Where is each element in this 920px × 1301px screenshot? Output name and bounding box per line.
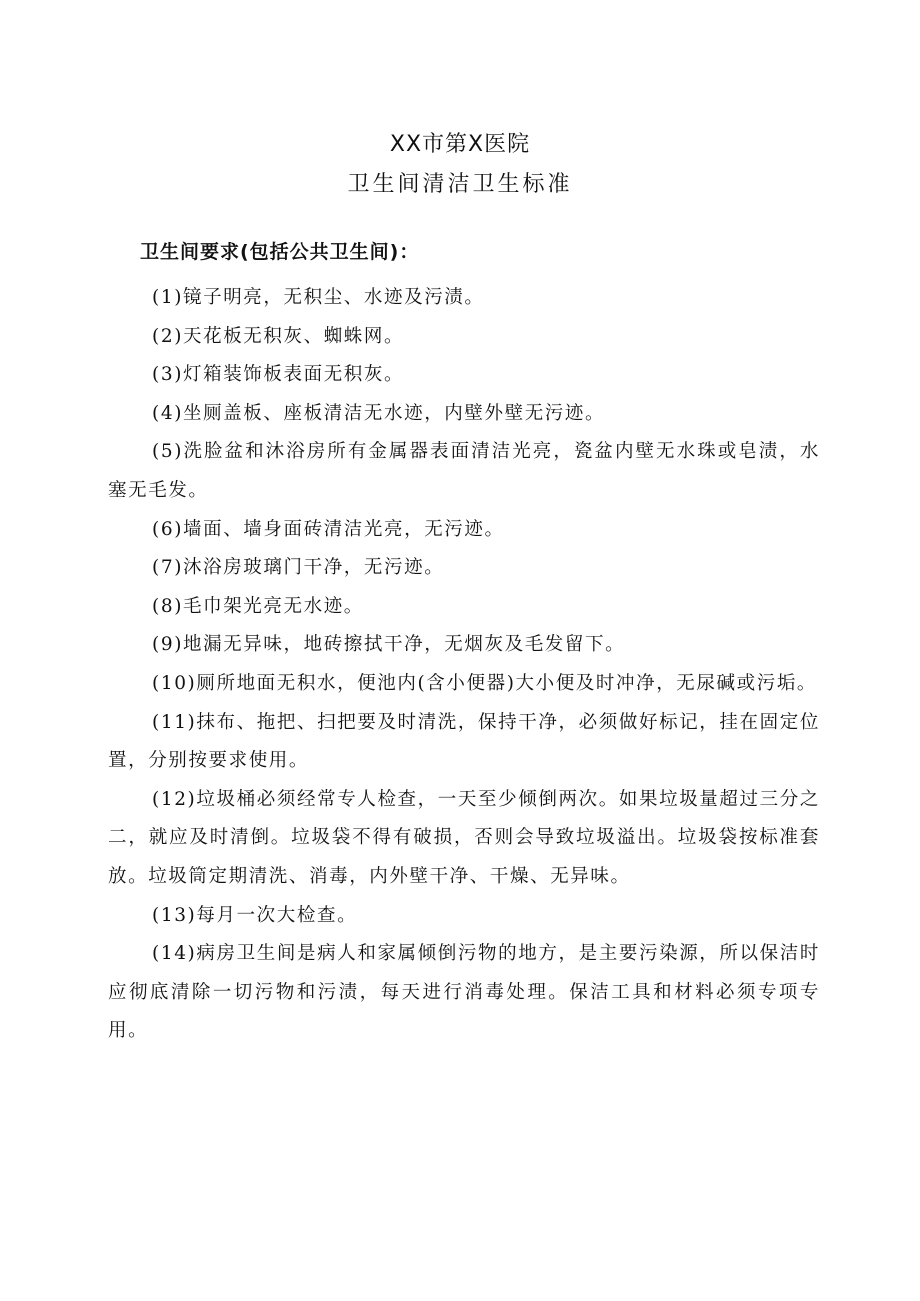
section-heading: 卫生间要求(包括公共卫生间)： (140, 241, 420, 263)
requirement-item-1: (1)镜子明亮，无积尘、水迹及污渍。 (152, 287, 485, 308)
requirement-item-11: (11)抹布、拖把、扫把要及时清洗，保持干净，必须做好标记，挂在固定位置，分别按要求使用。 (108, 711, 820, 772)
requirement-item-8: (8)毛巾架光亮无水迹。 (152, 595, 364, 617)
document-title: 卫生间清洁卫生标准 (347, 172, 573, 197)
requirement-item-12: (12)垃圾桶必须经常专人检查，一天至少倾倒两次。如果垃圾量超过三分之二，就应及时清倒。垃圾袋不得有破损，否则会导致垃圾溢出。垃圾袋按标准套放。垃圾筒定期清洗、消毒，内外壁干净、干燥、无异味。 (108, 788, 820, 887)
requirement-item-2: (2)天花板无积灰、蜘蛛网。 (152, 325, 405, 347)
requirement-item-7: (7)沐浴房玻璃门干净，无污迹。 (152, 557, 445, 579)
hospital-name-title: XX市第X医院 (389, 132, 531, 157)
requirements-list (108, 279, 820, 1051)
requirement-item-5: (5)洗脸盆和沐浴房所有金属器表面清洁光亮，瓷盆内壁无水珠或皂渍，水塞无毛发。 (108, 441, 820, 501)
requirement-item-13: (13)每月一次大检查。 (152, 904, 358, 926)
requirement-item-4: (4)坐厕盖板、座板清洁无水迹，内壁外壁无污迹。 (152, 402, 606, 424)
requirement-item-14: (14)病房卫生间是病人和家属倾倒污物的地方，是主要污染源，所以保洁时应彻底清除一切污物和污渍，每天进行消毒处理。保洁工具和材料必须专项专用。 (108, 943, 820, 1042)
requirement-item-9: (9)地漏无异味，地砖擦拭干净，无烟灰及毛发留下。 (152, 634, 626, 656)
requirement-item-10: (10)厕所地面无积水，便池内(含小便器)大小便及时冲净，无尿碱或污垢。 (152, 672, 818, 694)
requirement-item-6: (6)墙面、墙身面砖清洁光亮，无污迹。 (152, 518, 505, 540)
requirement-item-3: (3)灯箱装饰板表面无积灰。 (152, 364, 405, 386)
